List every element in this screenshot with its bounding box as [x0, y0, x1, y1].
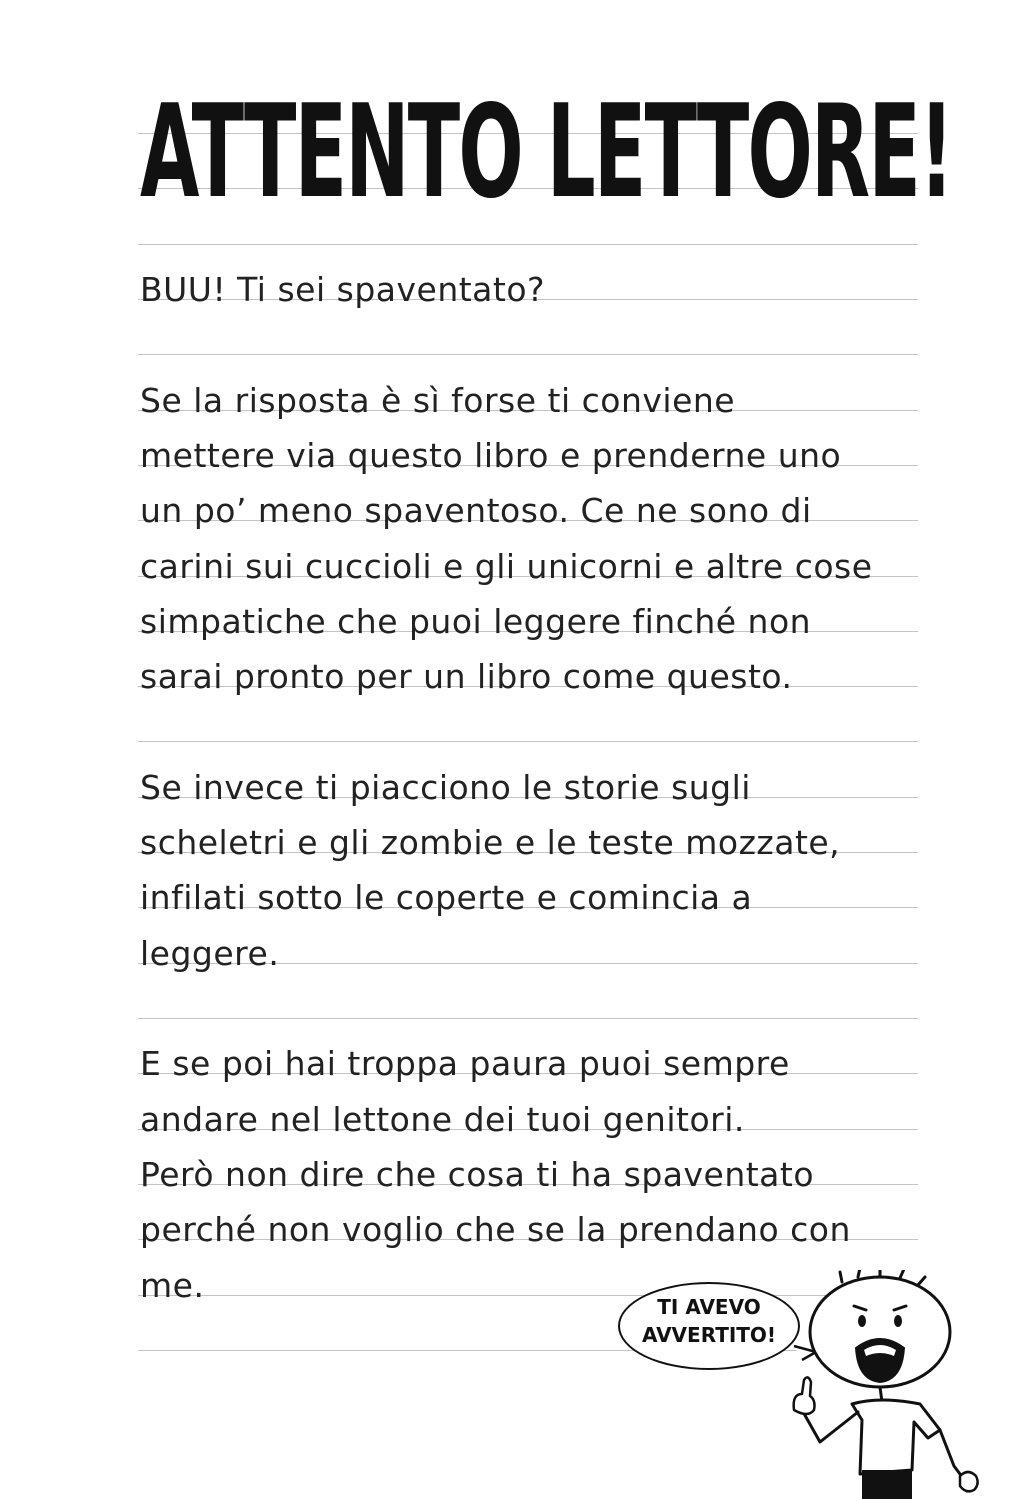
text-line: me. — [140, 1266, 205, 1305]
ruled-line — [138, 244, 918, 245]
text-line: un po’ meno spaventoso. Ce ne sono di — [140, 491, 812, 530]
ruled-line — [138, 1018, 918, 1019]
text-line: carini sui cuccioli e gli unicorni e altre cose — [140, 547, 873, 586]
speech-bubble-text — [618, 1293, 800, 1349]
text-line: BUU! Ti sei spaventato? — [140, 270, 546, 309]
text-line: leggere. — [140, 934, 280, 973]
text-line: sarai pronto per un libro come questo. — [140, 657, 793, 696]
text-line: infilati sotto le coperte e comincia a — [140, 878, 753, 917]
text-line: scheletri e gli zombie e le teste mozzate, — [140, 823, 841, 862]
speech-bubble-line: AVVERTITO! — [641, 1323, 777, 1347]
text-line: andare nel lettone dei tuoi genitori. — [140, 1100, 745, 1139]
page-title: ATTENTO LETTORE! — [140, 78, 953, 227]
text-line: Però non dire che cosa ti ha spaventato — [140, 1155, 815, 1194]
text-line: perché non voglio che se la prendano con — [140, 1210, 851, 1249]
ruled-line — [138, 354, 918, 355]
text-line: mettere via questo libro e prenderne uno — [140, 436, 842, 475]
text-line: E se poi hai troppa paura puoi sempre — [140, 1044, 790, 1083]
speech-bubble-line: TI AVEVO — [657, 1295, 761, 1319]
text-line: Se la risposta è sì forse ti conviene — [140, 381, 736, 420]
ruled-line — [138, 741, 918, 742]
text-line: simpatiche che puoi leggere finché non — [140, 602, 812, 641]
cartoon-boy-shouting-icon — [780, 1270, 1020, 1499]
text-line: Se invece ti piacciono le storie sugli — [140, 768, 751, 807]
